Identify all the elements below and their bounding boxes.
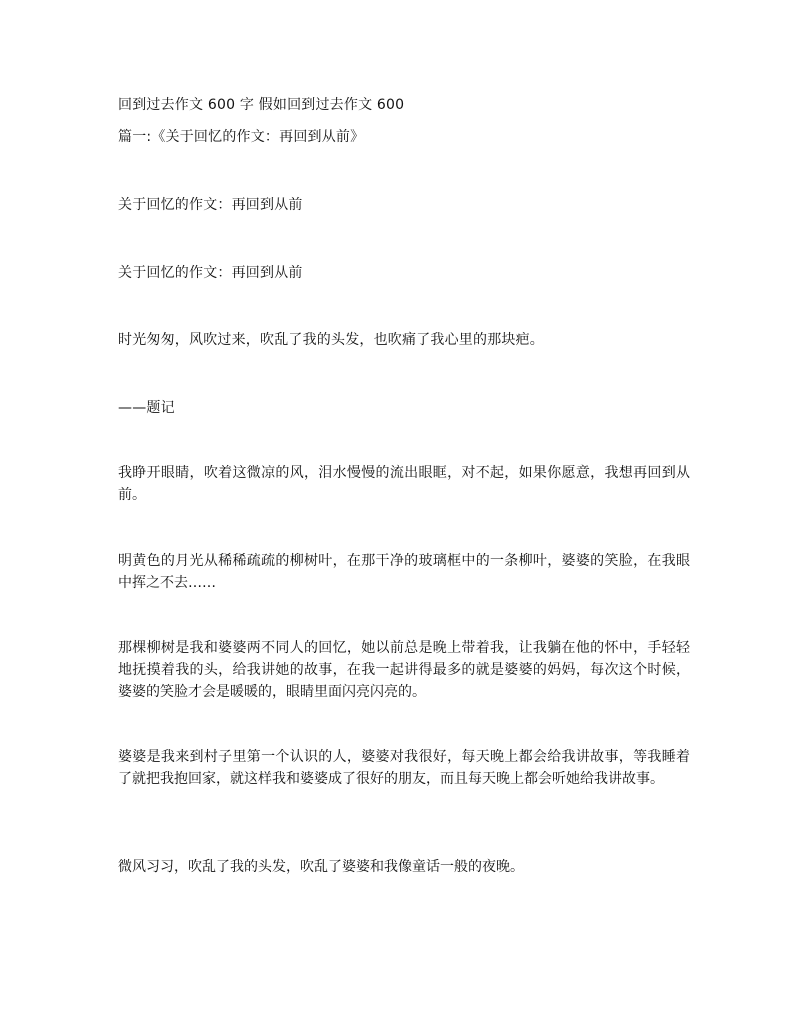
paragraph-4: 婆婆是我来到村子里第一个认识的人，婆婆对我很好，每天晚上都会给我讲故事，等我睡着了就把我抱回家，就这样我和婆婆成了很好的朋友，而且每天晚上都会听她给我讲故事。 — [118, 749, 690, 787]
paragraph-2: 明黄色的月光从稀稀疏疏的柳树叶，在那干净的玻璃框中的一条柳叶，婆婆的笑脸，在我眼中挥之不去…… — [118, 553, 690, 591]
paragraph-1: 我睁开眼睛，吹着这微凉的风，泪水慢慢的流出眼眶，对不起，如果你愿意，我想再回到从前。 — [118, 465, 690, 503]
subheading-first: 关于回忆的作文：再回到从前 — [118, 197, 303, 213]
epigraph: 时光匆匆，风吹过来，吹乱了我的头发，也吹痛了我心里的那块疤。 — [118, 332, 544, 348]
section-heading: 篇一:《关于回忆的作文：再回到从前》 — [118, 129, 365, 145]
paragraph-3: 那棵柳树是我和婆婆两不同人的回忆，她以前总是晚上带着我，让我躺在他的怀中，手轻轻地抚摸着我的头，给我讲她的故事，在我一起讲得最多的就是婆婆的妈妈，每次这个时候，婆婆的笑脸才会是暖暖的，眼睛里面闪亮闪亮的。 — [118, 640, 690, 700]
document-title-line: 回到过去作文 600 字 假如回到过去作文 600 — [118, 97, 405, 113]
paragraph-5: 微风习习，吹乱了我的头发，吹乱了婆婆和我像童话一般的夜晚。 — [118, 859, 524, 875]
epigraph-attribution: ——题记 — [118, 400, 175, 416]
subheading-second: 关于回忆的作文：再回到从前 — [118, 265, 303, 281]
